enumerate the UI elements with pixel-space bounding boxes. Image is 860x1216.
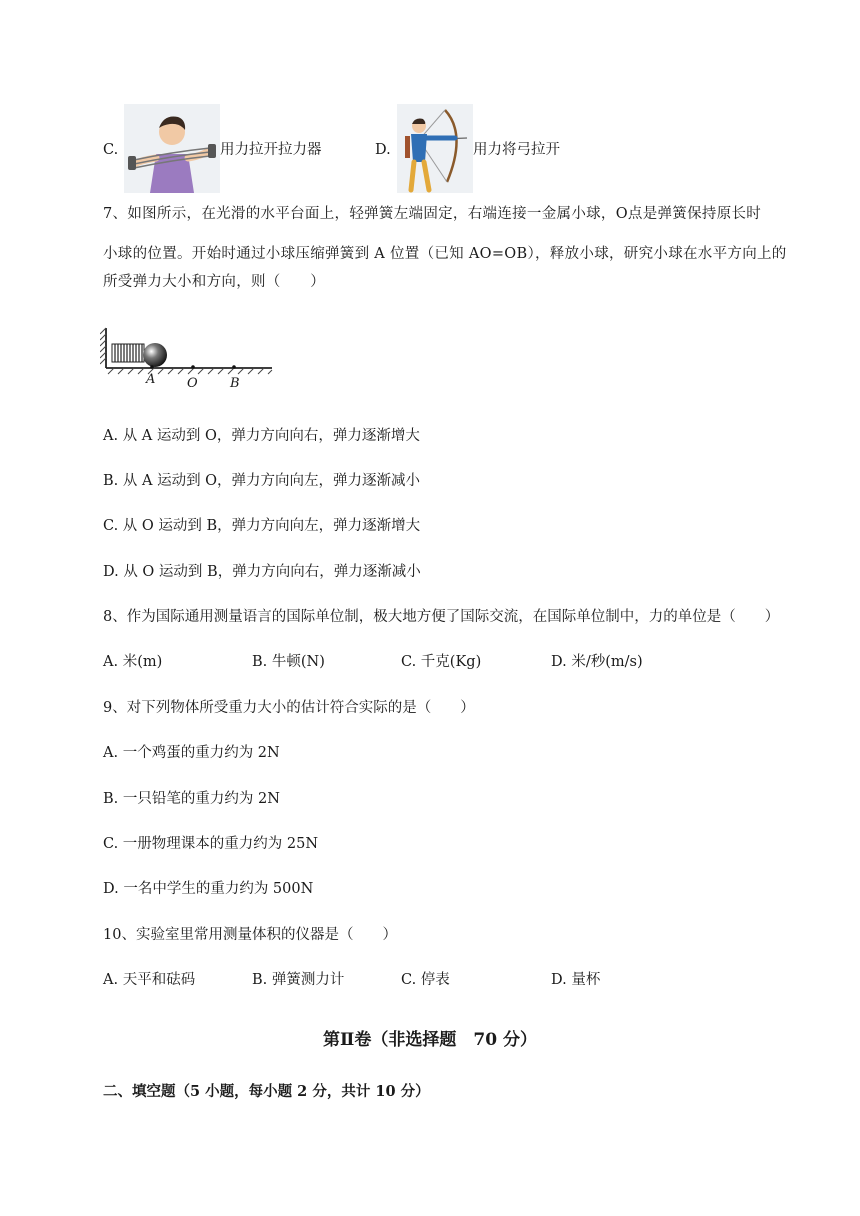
q10-option-b: B. 弹簧测力计 [252, 972, 345, 988]
q9-option-c: C. 一册物理课本的重力约为 25N [103, 836, 319, 852]
q7-option-b: B. 从 A 运动到 O，弹力方向向左，弹力逐渐减小 [103, 473, 421, 489]
q8-option-b: B. 牛顿(N) [252, 654, 325, 670]
q9-stem: 9、对下列物体所受重力大小的估计符合实际的是（ ） [103, 700, 475, 716]
q10-option-a: A. 天平和砝码 [103, 972, 196, 988]
archer-drawing-bow-icon [397, 104, 473, 193]
q7-option-c: C. 从 O 运动到 B，弹力方向向左，弹力逐渐增大 [103, 518, 421, 534]
q7-stem-line-2: 小球的位置。开始时通过小球压缩弹簧到 A 位置（已知 AO=OB），释放小球，研究小球在水平方向上的 [103, 246, 787, 262]
q6-option-d-text: 用力将弓拉开 [473, 142, 560, 158]
q6-option-c-letter: C. [103, 142, 119, 158]
q8-option-d: D. 米/秒(m/s) [551, 654, 643, 670]
section-2-subtitle: 二、填空题（5 小题，每小题 2 分，共计 10 分） [103, 1083, 430, 1100]
q9-option-d: D. 一名中学生的重力约为 500N [103, 881, 314, 897]
q9-option-a: A. 一个鸡蛋的重力约为 2N [103, 745, 280, 761]
point-a-label: A [146, 372, 156, 387]
q8-option-c: C. 千克(Kg) [401, 654, 482, 670]
q10-stem: 10、实验室里常用测量体积的仪器是（ ） [103, 927, 397, 943]
q10-option-d: D. 量杯 [551, 972, 601, 988]
q8-stem: 8、作为国际通用测量语言的国际单位制，极大地方便了国际交流，在国际单位制中，力的单位是（ ） [103, 609, 780, 625]
q9-option-b: B. 一只铅笔的重力约为 2N [103, 791, 280, 807]
point-o-label: O [187, 376, 198, 391]
point-b-label: B [230, 376, 240, 391]
boy-pulling-chest-expander-icon [124, 104, 220, 193]
q7-stem-line-3: 所受弹力大小和方向，则（ ） [103, 274, 325, 290]
q7-option-a: A. 从 A 运动到 O，弹力方向向右，弹力逐渐增大 [103, 428, 420, 444]
q7-stem-line-1: 7、如图所示，在光滑的水平台面上，轻弹簧左端固定，右端连接一金属小球，O点是弹簧保持原长时 [103, 206, 762, 222]
q7-option-d: D. 从 O 运动到 B，弹力方向向右，弹力逐渐减小 [103, 564, 421, 580]
q10-option-c: C. 停表 [401, 972, 450, 988]
section-2-title: 第Ⅱ卷（非选择题 70 分） [323, 1030, 537, 1050]
spring-ball-diagram [100, 322, 280, 394]
q8-option-a: A. 米(m) [103, 654, 163, 670]
q6-option-d-letter: D. [375, 142, 391, 158]
q6-option-c-text: 用力拉开拉力器 [220, 142, 322, 158]
